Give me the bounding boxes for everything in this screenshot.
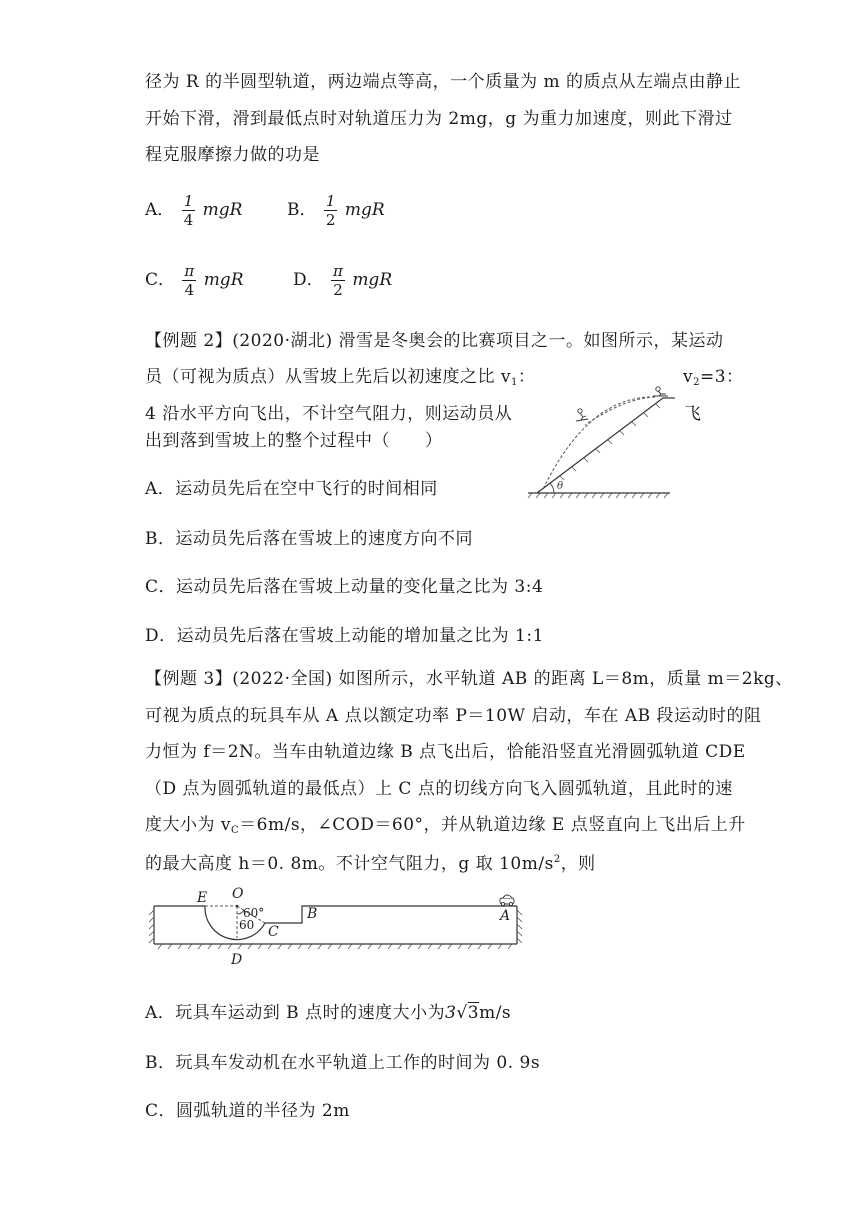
trajectory-short <box>585 397 655 425</box>
ski-slope-figure <box>520 380 690 500</box>
fraction: $\frac{\pi}{4}$ <box>184 262 195 299</box>
q3-text-line-5: 度大小为 $v_C=6m/s$，∠COD＝60°，并从轨道边缘 E 点竖直向上飞出后上升 <box>145 815 746 836</box>
q1-option-d[interactable]: D． $\frac{\pi}{2}$ mgR <box>293 262 393 299</box>
q2-text-line-2: 员（可视为质点）从雪坡上先后以初速度之比 $v_1$： <box>145 367 536 388</box>
q2-text-line-4: 出到落到雪坡上的整个过程中（ ） <box>145 431 443 451</box>
q3-text-line-6: 的最大高度 h＝0. 8m。不计空气阻力，g 取 $10m/s^2$，则 <box>145 854 596 874</box>
label-angle-lower: 60 <box>239 918 255 932</box>
q2-text-line-3-right: 飞 <box>684 404 702 424</box>
q3-text-line-1: 【例题 3】(2022·全国) 如图所示，水平轨道 AB 的距离 L＝8m，质量 m＝2kg、 <box>145 669 793 689</box>
q1-text-line-3: 程克服摩擦力做的功是 <box>145 145 320 165</box>
theta-label: θ <box>557 481 564 492</box>
q3-text-line-3: 力恒为 f＝2N。当车由轨道边缘 B 点飞出后，恰能沿竖直光滑圆弧轨道 CDE <box>145 742 746 762</box>
q2-option-c[interactable]: C．运动员先后落在雪坡上动量的变化量之比为 3:4 <box>145 577 544 597</box>
q2-option-a[interactable]: A．运动员先后在空中飞行的时间相同 <box>145 479 438 499</box>
fraction: $\frac{1}{2}$ <box>325 192 336 229</box>
fraction: $\frac{1}{4}$ <box>183 192 194 229</box>
q1-text-line-1: 径为 R 的半圆型轨道，两边端点等高，一个质量为 m 的质点从左端点由静止 <box>145 72 742 92</box>
q2-text-line-2-right: $v_2=3$： <box>683 367 744 388</box>
q3-text-line-2: 可视为质点的玩具车从 A 点以额定功率 P＝10W 启动，车在 AB 段运动时的阻 <box>145 706 762 726</box>
toy-car-icon <box>500 895 514 906</box>
label-d: D <box>231 952 243 968</box>
q1-option-c[interactable]: C． $\frac{\pi}{4}$ mgR <box>145 262 244 299</box>
ground-hatching <box>528 493 668 498</box>
left-wall-hatching <box>149 910 154 943</box>
q1-option-a[interactable]: A． $\frac{1}{4}$ mgR <box>145 192 243 229</box>
label-c: C <box>268 924 279 940</box>
track-ab <box>265 906 517 923</box>
slope-hatching <box>560 404 660 480</box>
label-o: O <box>232 886 244 902</box>
q2-text-line-3: 4 沿水平方向飞出，不计空气阻力，则运动员从 <box>145 404 513 424</box>
sqrt-icon: √ <box>456 1003 468 1023</box>
label-angle: 60° <box>243 906 265 920</box>
label-b: B <box>307 906 318 922</box>
trajectory-long <box>544 397 655 487</box>
label-e: E <box>197 890 208 906</box>
q3-text-line-4: （D 点为圆弧轨道的最低点）上 C 点的切线方向飞入圆弧轨道，且此时的速 <box>145 779 733 799</box>
right-wall-hatching <box>517 910 522 943</box>
q2-option-d[interactable]: D．运动员先后落在雪坡上动能的增加量之比为 1:1 <box>145 626 544 646</box>
q2-text-line-1: 【例题 2】(2020·湖北) 滑雪是冬奥会的比赛项目之一。如图所示，某运动 <box>145 331 724 351</box>
fraction: $\frac{\pi}{2}$ <box>333 262 343 299</box>
angle-arc <box>550 483 554 493</box>
label-a: A <box>500 908 511 924</box>
q1-text-line-2: 开始下滑，滑到最低点时对轨道压力为 2mg，g 为重力加速度，则此下滑过 <box>145 109 733 129</box>
slope-line <box>537 398 663 493</box>
q2-option-b[interactable]: B．运动员先后落在雪坡上的速度方向不同 <box>145 529 473 549</box>
q3-option-c[interactable]: C．圆弧轨道的半径为 2m <box>145 1101 350 1121</box>
q3-option-b[interactable]: B．玩具车发动机在水平轨道上工作的时间为 0. 9s <box>145 1053 541 1073</box>
track-figure <box>148 880 528 970</box>
center-point-o <box>236 905 239 908</box>
skier-icon <box>653 387 668 396</box>
floor-hatching <box>158 944 512 949</box>
skier-icon <box>576 409 588 421</box>
q1-option-b[interactable]: B． $\frac{1}{2}$ mgR <box>287 192 385 229</box>
q3-option-a[interactable]: A．玩具车运动到 B 点时的速度大小为3√3m/s <box>145 1003 512 1023</box>
